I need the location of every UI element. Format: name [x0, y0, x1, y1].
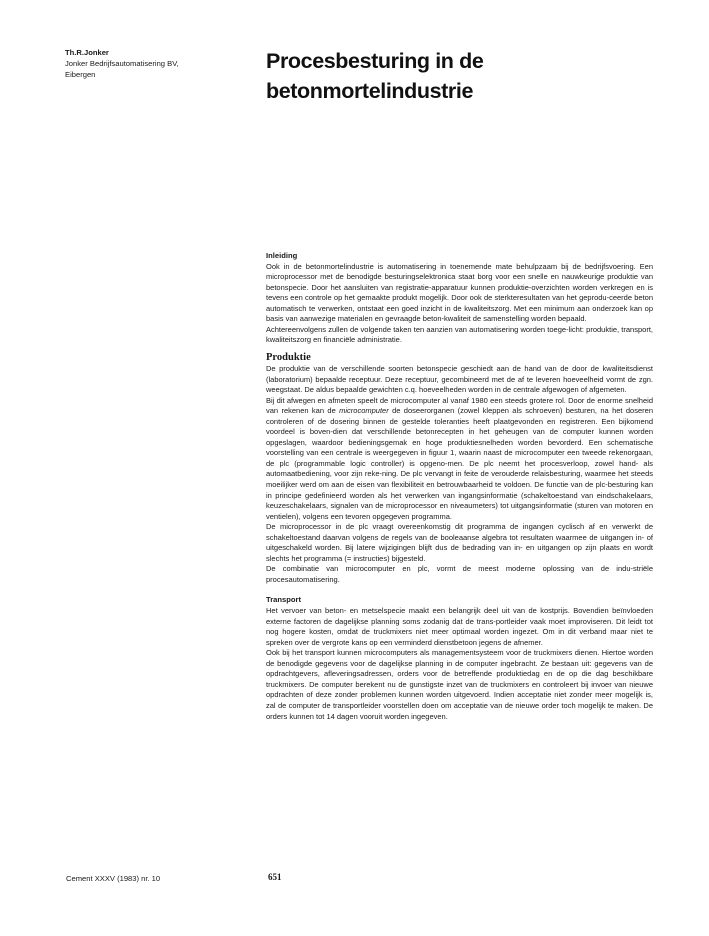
- author-company: Jonker Bedrijfsautomatisering BV,: [65, 59, 179, 68]
- paragraph: De combinatie van microcomputer en plc, vormt de meest moderne oplossing van de indu-striële procesautomatisering.: [266, 564, 653, 584]
- author-name: Th.R.Jonker: [65, 48, 109, 57]
- paragraph: [266, 396, 653, 523]
- paragraph: Het vervoer van beton- en metselspecie maakt een belangrijk deel uit van de kostprijs. Bovendien beïnvloeden externe factoren de dagelijkse planning soms zodanig dat de trans-portleider vaak moet improviseren. Dit leidt tot nog hogere kosten, omdat de truckmixers niet meer optimaal worden ingezet. Om in dit verband maar niet te spreken over de vergrote kans op een verminderd dienstbetoon jegens de afnemer.: [266, 606, 653, 647]
- paragraph: De produktie van de verschillende soorten betonspecie geschiedt aan de hand van de door de kwaliteitsdienst (laboratorium) bepaalde receptuur. Deze receptuur, gecombineerd met de af te leveren hoeveelheid vormt de zgn. weegstaat. De aldus bepaalde gewichten c.q. hoeveelheden worden in de centrale afgewogen of afgemeten.: [266, 363, 653, 395]
- paragraph: Ook in de betonmortelindustrie is automatisering in toenemende mate behulpzaam bij de bedrijfsvoering. Een microprocessor met de benodigde besturingselektronica staat borg voor een snelle en nauwkeurige produktie van betonspecie. Door het aansluiten van registratie-apparatuur kunnen produktie-overzichten worden verkregen en is tevens een controle op het gemaakte produkt mogelijk. Door ook de sterkteresultaten van het geprodu-ceerde beton automatisch te verwerken, ontstaat een goed inzicht in de kwaliteitszorg. Met een minimum aan onderzoek kan op basis van aanwezige materialen en gevraagde beton-kwaliteit de samenstelling worden bepaald.: [266, 261, 653, 324]
- page-number: 651: [268, 872, 282, 882]
- emphasis-text: microcomputer: [339, 406, 389, 416]
- paragraph: Ook bij het transport kunnen microcomputers als managementsysteem voor de truckmixers dienen. Hiertoe worden de benodigde gegevens voor de dagelijkse planning in de computer ingebracht. Ze bestaan uit: gegevens van de opdrachtgevers, afleveringsadressen, orders voor de betreffende produktiedag en de op die dag beschikbare truckmixers. De computer berekent nu de gunstigste inzet van de truckmixers en controleert bij invoer van nieuwe opdrachten of deze zonder problemen kunnen worden uitgevoerd. Indien acceptatie niet zonder meer mogelijk is, zal de computer de transportleider voorstellen doen om acceptatie van de nieuwe order toch mogelijk te maken. De orders kunnen tot 14 dagen vooruit worden ingegeven.: [266, 648, 653, 721]
- paragraph-text: de doseerorganen (zowel kleppen als schroeven) besturen, na het doseren controleren of de dosering binnen de gestelde toleranties heeft plaatgevonden en registreren. Een bijkomend voordeel is boven-dien dat verschillende betonrecepten in het geheugen van de computer kunnen worden opgeslagen, waardoor bedieningsgemak en hoge produktiesnelheden worden bevorderd. Een schematische voorstelling van een centrale is weergegeven in figuur 1, waarin naast de microcomputer een tweede rekenorgaan, de plc (programmable logic controller) is opgeno-men. De plc neemt het procesverloop, zowel hand- als automaatbediening, voor zijn reke-ning. De plc vervangt in feite de verouderde relaisbesturing, waarmee het steeds moeilijker werd om aan de eisen van flexibiliteit en betrouwbaarheid te voldoen. De functie van de plc-besturing kan in principe gedefinieerd worden als het verwerken van ingangsinformatie (schakeltoestand van eindschakelaars, keuzeschakelaars, signalen van de microprocessor en niveaumeters) tot uitgangsinformatie (sturen van motoren en ventielen), volgens een tevoren opgegeven programma.: [266, 406, 653, 521]
- paragraph-text: Bij dit afwegen en afmeten speelt de microcomputer al vanaf 1980 een steeds grotere rol. Door de enorme snelheid van rekenen kan de: [266, 395, 653, 416]
- section-heading-inleiding: Inleiding: [266, 251, 298, 260]
- paragraph: De microprocessor in de plc vraagt overeenkomstig dit programma de ingangen cyclisch af en verwerkt de schakeltoestand daarvan volgens de regels van de booleaanse algebra tot resultaten waarmee de uitgangen in- of uitgeschakeld worden. Bij latere wijzigingen blijft dus de bedrading van in- en uitgangen op zijn plaats en wordt slechts het programma (= instructies) bijgesteld.: [266, 522, 653, 563]
- journal-citation: Cement XXXV (1983) nr. 10: [66, 874, 161, 883]
- article-body: [266, 251, 653, 722]
- section-heading-produktie: Produktie: [266, 351, 311, 363]
- section-heading-transport: Transport: [266, 595, 302, 605]
- article-title: [266, 46, 666, 106]
- author-block: [65, 47, 245, 80]
- author-city: Eibergen: [65, 70, 96, 79]
- article-title-line-2: betonmortelindustrie: [266, 79, 474, 103]
- paragraph: Achtereenvolgens zullen de volgende taken ten aanzien van automatisering worden toege-licht: produktie, transport, kwaliteitszorg en financiële administratie.: [266, 324, 653, 345]
- article-title-line-1: Procesbesturing in de: [266, 49, 484, 73]
